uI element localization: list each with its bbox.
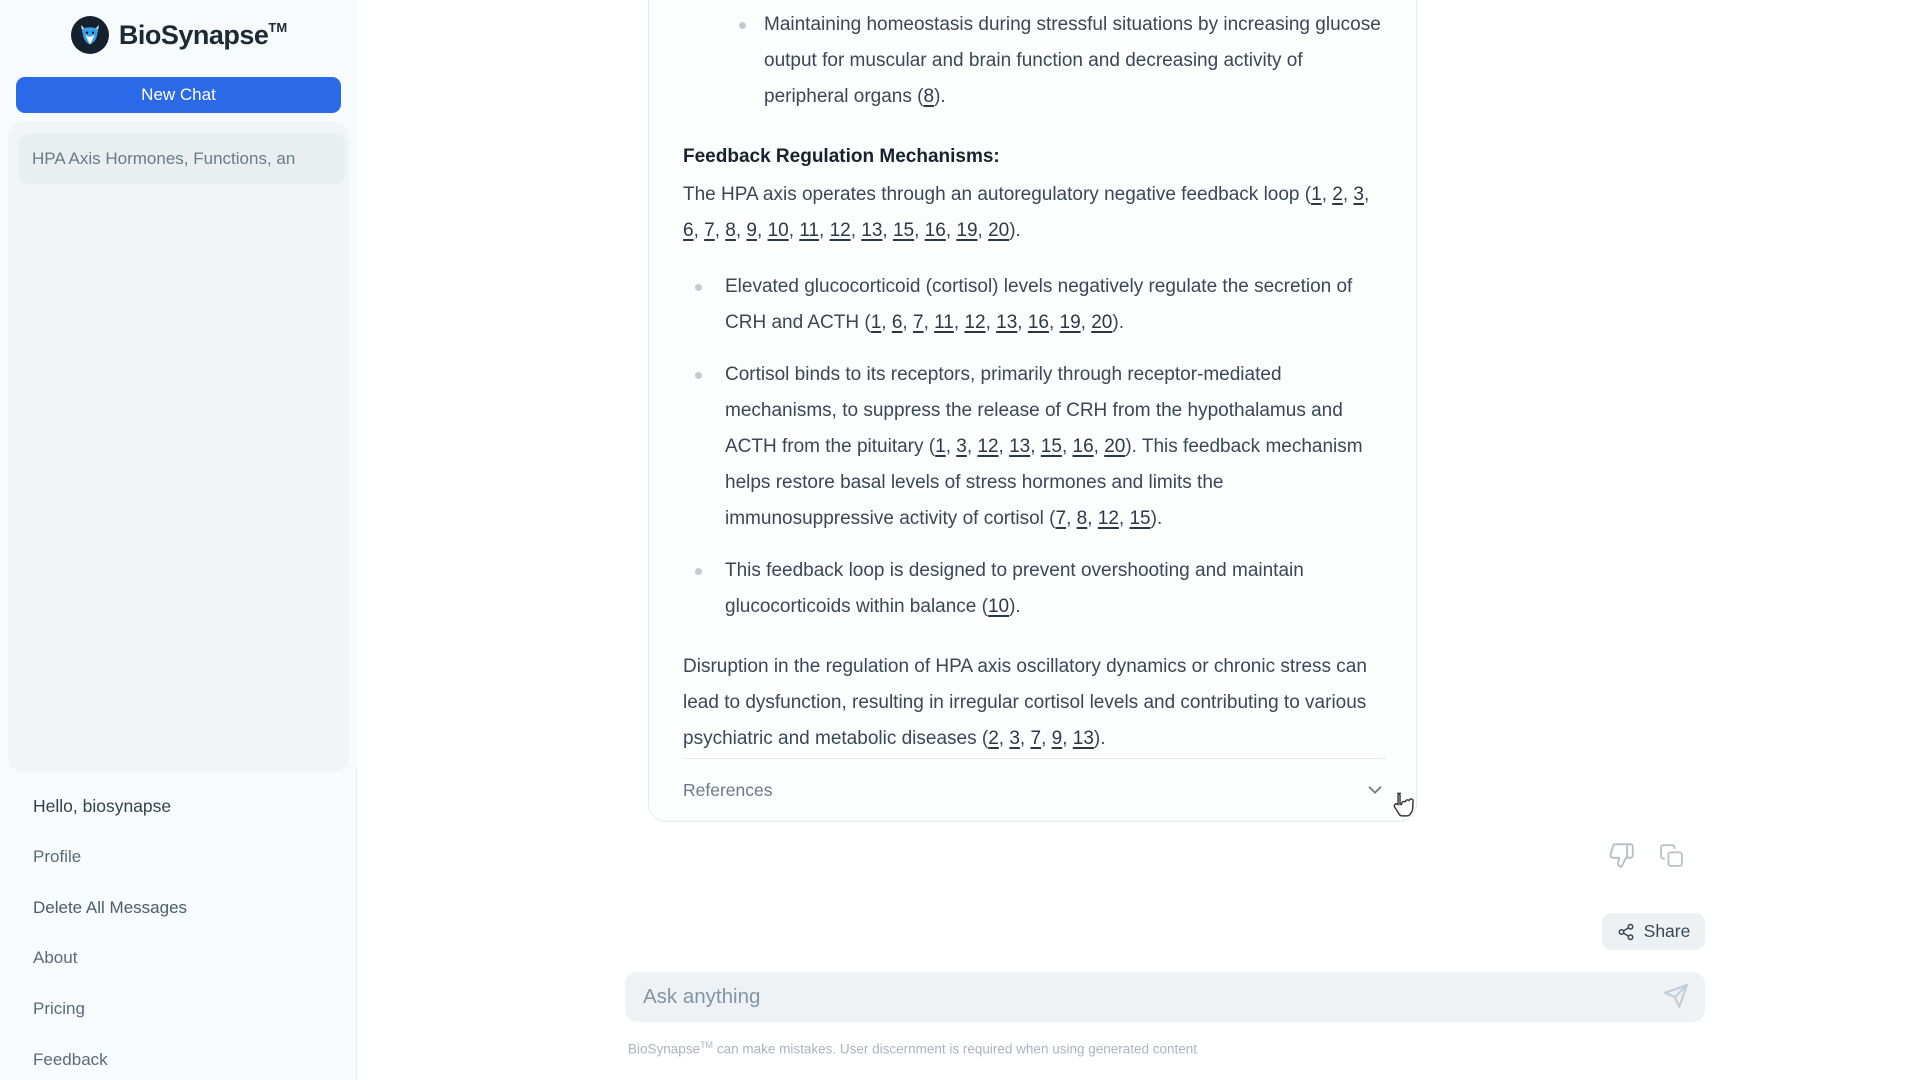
citation-link[interactable]: 8 [1076, 508, 1088, 529]
citation-link[interactable]: 1 [1311, 184, 1322, 205]
citation-link[interactable]: 12 [977, 436, 999, 457]
message-paragraph: Disruption in the regulation of HPA axis oscillatory dynamics or chronic stress can lead to dysfunction, resulting in irregular cortisol levels and contributing to various psychiatric and metabolic diseases (2, 3, 7, 9, 13). [683, 656, 1367, 749]
citation-link[interactable]: 3 [1009, 728, 1020, 749]
citation-link[interactable]: 19 [1059, 312, 1081, 333]
bullet-text: This feedback loop is designed to prevent overshooting and maintain glucocorticoids within balance (10). [725, 560, 1304, 617]
citation-link[interactable]: 12 [1097, 508, 1119, 529]
citation-link[interactable]: 10 [987, 596, 1010, 617]
citation-link[interactable]: 11 [799, 220, 819, 241]
message-actions [1608, 842, 1684, 872]
thumbs-down-icon [1608, 842, 1635, 869]
message-heading: Feedback Regulation Mechanisms: [683, 146, 1000, 167]
citation-link[interactable]: 10 [767, 220, 789, 241]
references-toggle[interactable] [683, 758, 1386, 821]
bullet-text: Elevated glucocorticoid (cortisol) levels negatively regulate the secretion of CRH and ACTH (1, 6, 7, 11, 12, 13, 16, 19, 20). [725, 276, 1353, 333]
bullet-text: Maintaining homeostasis during stressful situations by increasing glucose output for muscular and brain function and decreasing activity of peripheral organs (8). [764, 14, 1381, 107]
send-button[interactable] [1663, 983, 1689, 1012]
citation-link[interactable]: 7 [912, 312, 924, 333]
ask-anything-input[interactable] [641, 984, 1663, 1010]
sidebar [0, 0, 357, 1080]
citation-link[interactable]: 15 [1129, 508, 1151, 529]
chevron-down-icon[interactable] [1364, 779, 1386, 801]
user-greeting: Hello, biosynapse [33, 796, 172, 816]
sidebar-item-pricing[interactable]: Pricing [33, 999, 85, 1018]
message-blocks [683, 7, 1386, 757]
citation-link[interactable]: 16 [924, 220, 946, 241]
citation-link[interactable]: 8 [725, 220, 736, 241]
bullet-icon [695, 284, 702, 291]
chat-history-panel [8, 122, 349, 772]
citation-link[interactable]: 1 [935, 436, 946, 457]
brand-tm: TM [268, 19, 288, 35]
citation-link[interactable]: 16 [1072, 436, 1094, 457]
citation-link[interactable]: 3 [1353, 184, 1364, 205]
message-bullet-item [683, 269, 1386, 341]
citation-link[interactable]: 13 [996, 312, 1018, 333]
citation-link[interactable]: 19 [956, 220, 978, 241]
send-icon [1663, 983, 1689, 1009]
sidebar-item-feedback[interactable]: Feedback [33, 1050, 108, 1069]
citation-link[interactable]: 13 [861, 220, 883, 241]
thumbs-down-button[interactable] [1608, 842, 1635, 872]
message-bullet-item [683, 357, 1386, 537]
new-chat-button[interactable]: New Chat [16, 77, 341, 113]
disclaimer: BioSynapse™ can make mistakes. User discernment is required when using generated content [628, 1040, 1198, 1057]
message-bullet-item [683, 553, 1386, 625]
citation-link[interactable]: 8 [923, 86, 935, 107]
sidebar-item-about[interactable]: About [33, 948, 78, 967]
citation-link[interactable]: 11 [934, 312, 954, 333]
citation-link[interactable]: 6 [683, 220, 694, 241]
brand-logo [0, 15, 357, 55]
citation-link[interactable]: 16 [1027, 312, 1049, 333]
citation-link[interactable]: 7 [704, 220, 715, 241]
bullet-icon [695, 372, 702, 379]
citation-link[interactable]: 12 [964, 312, 986, 333]
citation-link[interactable]: 13 [1009, 436, 1031, 457]
chat-history-item[interactable]: HPA Axis Hormones, Functions, an [18, 134, 345, 184]
share-label: Share [1643, 921, 1691, 941]
bullet-text: Cortisol binds to its receptors, primarily through receptor-mediated mechanisms, to suppress the release of CRH from the hypothalamus and ACTH from the pituitary (1, 3, 12, 13, 15, 16, 20). This feedback mechanism helps restore basal levels of stress hormones and limits the immunosuppressive activity of cortisol (7, 8, 12, 15). [725, 364, 1363, 529]
message-bullet-item [683, 7, 1386, 115]
citation-link[interactable]: 7 [1030, 728, 1042, 749]
mouse-cursor [1388, 790, 1415, 820]
citation-link[interactable]: 20 [1104, 436, 1126, 457]
citation-link[interactable]: 9 [746, 220, 757, 241]
fox-logo-icon [70, 15, 110, 55]
share-icon [1617, 923, 1635, 941]
citation-link[interactable]: 6 [891, 312, 903, 333]
citation-link[interactable]: 20 [988, 220, 1010, 241]
sidebar-divider [356, 770, 357, 1080]
citation-link[interactable]: 2 [988, 728, 999, 749]
citation-link[interactable]: 3 [956, 436, 967, 457]
citation-link[interactable]: 13 [1072, 728, 1094, 749]
citation-link[interactable]: 1 [870, 312, 882, 333]
citation-link[interactable]: 2 [1332, 184, 1343, 205]
sidebar-item-delete-all-messages[interactable]: Delete All Messages [33, 898, 188, 917]
citation-link[interactable]: 9 [1051, 728, 1063, 749]
bullet-icon [739, 22, 746, 29]
citation-link[interactable]: 15 [892, 220, 915, 241]
citation-link[interactable]: 20 [1091, 312, 1113, 333]
citation-link[interactable]: 7 [1055, 508, 1067, 529]
share-button[interactable] [1602, 913, 1705, 950]
brand-name: BioSynapse™ [118, 19, 288, 50]
message-paragraph: The HPA axis operates through an autoregulatory negative feedback loop (1, 2, 3, 6, 7, 8, 9, 10, 11, 12, 13, 15, 16, 19, 20). [683, 184, 1370, 241]
bullet-icon [695, 568, 702, 575]
copy-button[interactable] [1659, 842, 1684, 872]
citation-link[interactable]: 15 [1040, 436, 1062, 457]
citation-link[interactable]: 12 [829, 220, 851, 241]
sidebar-item-profile[interactable]: Profile [33, 847, 82, 866]
composer [625, 972, 1705, 1022]
copy-icon [1659, 843, 1684, 868]
references-label: References [683, 779, 773, 800]
assistant-message-bubble [648, 0, 1417, 822]
